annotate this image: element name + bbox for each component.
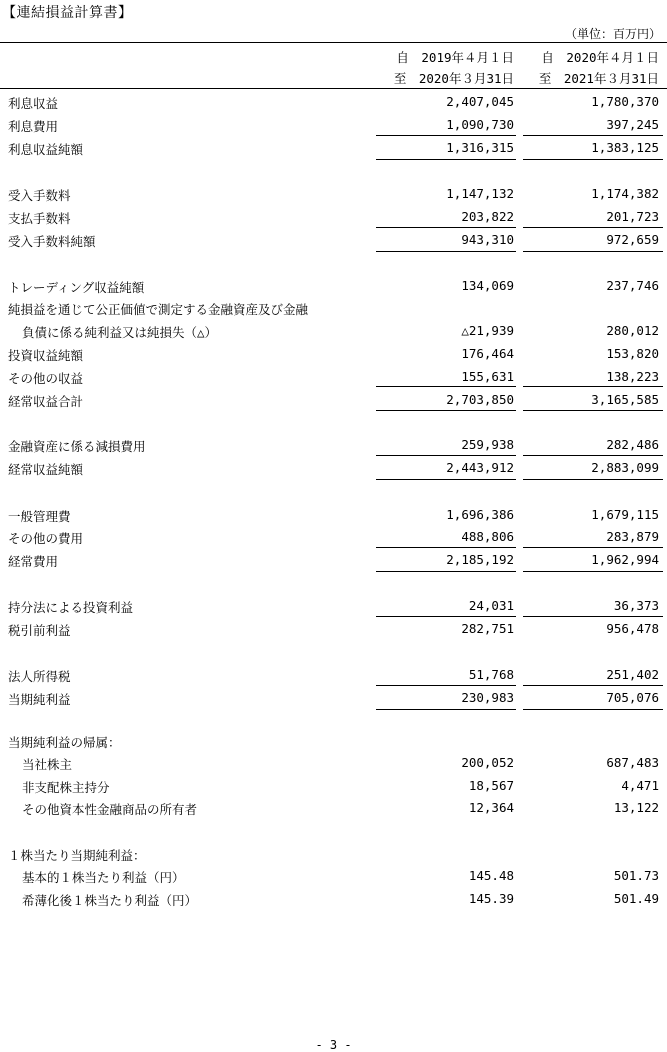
value-fy2020: 3,165,585 — [591, 392, 659, 407]
underline-col2 — [523, 386, 663, 387]
row-label: 経常収益純額 — [8, 462, 84, 477]
underline-col1 — [376, 455, 516, 456]
underline-col2 — [523, 685, 663, 686]
underline-col1 — [376, 479, 516, 480]
row-interest-income — [0, 94, 667, 117]
value-fy2019: 282,751 — [461, 621, 514, 636]
value-fy2020: 2,883,099 — [591, 460, 659, 475]
row-interest-expense — [0, 117, 667, 140]
row-fvtpl-gain-loss — [0, 323, 667, 346]
value-fy2019: 203,822 — [461, 209, 514, 224]
row-label: その他資本性金融商品の所有者 — [22, 802, 198, 817]
value-fy2019: 134,069 — [461, 278, 514, 293]
value-fy2019: 2,703,850 — [446, 392, 514, 407]
value-fy2019: 1,696,386 — [446, 507, 514, 522]
underline-col2 — [523, 547, 663, 548]
row-label: 利息費用 — [8, 119, 59, 134]
row-pretax-income — [0, 621, 667, 644]
value-fy2019: 18,567 — [468, 778, 514, 793]
value-fy2019: 259,938 — [461, 437, 514, 452]
row-label: 利息収益 — [8, 96, 59, 111]
row-label: １株当たり当期純利益： — [8, 848, 146, 863]
value-fy2020: 1,780,370 — [591, 94, 659, 109]
row-label: 投資収益純額 — [8, 348, 84, 363]
row-owners-of-parent — [0, 755, 667, 778]
value-fy2019: 2,443,912 — [446, 460, 514, 475]
row-label: 受入手数料 — [8, 188, 71, 203]
row-net-investment-income — [0, 346, 667, 369]
value-fy2020: 501.73 — [613, 868, 659, 883]
value-fy2019: 24,031 — [468, 598, 514, 613]
underline-col2 — [523, 571, 663, 572]
value-fy2019: 943,310 — [461, 232, 514, 247]
underline-col2 — [523, 227, 663, 228]
row-basic-eps — [0, 868, 667, 891]
row-fvtpl-heading — [0, 300, 667, 323]
value-fy2019: 176,464 — [461, 346, 514, 361]
row-label: 当期純利益 — [8, 692, 71, 707]
value-fy2019: 1,316,315 — [446, 140, 514, 155]
unit-label: （単位：百万円） — [564, 27, 661, 41]
page-number: - 3 - — [315, 1038, 352, 1052]
row-label: 金融資産に係る減損費用 — [8, 439, 146, 454]
row-label: 利息収益純額 — [8, 142, 84, 157]
row-label: その他の収益 — [8, 371, 84, 386]
row-trading-income — [0, 278, 667, 301]
row-diluted-eps — [0, 891, 667, 914]
value-fy2020: 280,012 — [606, 323, 659, 338]
underline-col1 — [376, 709, 516, 710]
row-other-expenses — [0, 529, 667, 552]
value-fy2020: 36,373 — [613, 598, 659, 613]
period-1-to: 至 2020年３月31日 — [393, 71, 514, 86]
value-fy2020: 4,471 — [621, 778, 659, 793]
value-fy2020: 282,486 — [606, 437, 659, 452]
row-other-equity-holders — [0, 800, 667, 823]
value-fy2020: 501.49 — [613, 891, 659, 906]
underline-col2 — [523, 251, 663, 252]
value-fy2020: 397,245 — [606, 117, 659, 132]
underline-col1 — [376, 227, 516, 228]
underline-col2 — [523, 616, 663, 617]
row-sga — [0, 507, 667, 530]
row-label: 基本的１株当たり利益（円） — [22, 870, 185, 885]
underline-col1 — [376, 547, 516, 548]
underline-col1 — [376, 410, 516, 411]
underline-col2 — [523, 709, 663, 710]
underline-col1 — [376, 159, 516, 160]
value-fy2019: 2,407,045 — [446, 94, 514, 109]
value-fy2020: 251,402 — [606, 667, 659, 682]
row-label: 経常収益合計 — [8, 394, 84, 409]
statement-title: 【連結損益計算書】 — [2, 5, 133, 21]
value-fy2020: 13,122 — [613, 800, 659, 815]
row-label: 希薄化後１株当たり利益（円） — [22, 893, 198, 908]
row-label: 非支配株主持分 — [22, 780, 110, 795]
row-impairment — [0, 437, 667, 460]
underline-col1 — [376, 571, 516, 572]
row-attribution-heading — [0, 733, 667, 756]
row-total-revenue — [0, 392, 667, 415]
row-other-income — [0, 369, 667, 392]
value-fy2020: 1,679,115 — [591, 507, 659, 522]
row-label: 法人所得税 — [8, 669, 71, 684]
row-commissions-paid — [0, 209, 667, 232]
row-label: 税引前利益 — [8, 623, 71, 638]
underline-col1 — [376, 616, 516, 617]
header-top-rule — [0, 42, 667, 43]
underline-col1 — [376, 251, 516, 252]
period-2-to: 至 2021年３月31日 — [538, 71, 659, 86]
period-1-from: 自 2019年４月１日 — [396, 50, 514, 65]
header-bottom-rule — [0, 88, 667, 89]
underline-col2 — [523, 479, 663, 480]
value-fy2019: 2,185,192 — [446, 552, 514, 567]
period-2-from: 自 2020年４月１日 — [541, 50, 659, 65]
value-fy2020: 687,483 — [606, 755, 659, 770]
value-fy2020: 237,746 — [606, 278, 659, 293]
value-fy2019: 145.48 — [468, 868, 514, 883]
value-fy2020: 705,076 — [606, 690, 659, 705]
underline-col2 — [523, 410, 663, 411]
value-fy2020: 1,174,382 — [591, 186, 659, 201]
row-income-tax — [0, 667, 667, 690]
value-fy2020: 138,223 — [606, 369, 659, 384]
row-label: 受入手数料純額 — [8, 234, 96, 249]
row-label: トレーディング収益純額 — [8, 280, 145, 295]
value-fy2020: 201,723 — [606, 209, 659, 224]
row-non-controlling — [0, 778, 667, 801]
row-label: 経常費用 — [8, 554, 59, 569]
row-label: 持分法による投資利益 — [8, 600, 134, 615]
underline-col2 — [523, 159, 663, 160]
value-fy2020: 956,478 — [606, 621, 659, 636]
row-commissions-received — [0, 186, 667, 209]
underline-col1 — [376, 386, 516, 387]
value-fy2020: 972,659 — [606, 232, 659, 247]
value-fy2020: 283,879 — [606, 529, 659, 544]
row-label: その他の費用 — [8, 531, 84, 546]
value-fy2019: △21,939 — [461, 323, 514, 338]
value-fy2019: 200,052 — [461, 755, 514, 770]
row-label: 負債に係る純利益又は純損失（△） — [22, 325, 218, 340]
underline-col1 — [376, 685, 516, 686]
row-label: 一般管理費 — [8, 509, 71, 524]
value-fy2019: 230,983 — [461, 690, 514, 705]
value-fy2019: 155,631 — [461, 369, 514, 384]
row-eps-heading — [0, 846, 667, 869]
value-fy2019: 488,806 — [461, 529, 514, 544]
row-equity-method — [0, 598, 667, 621]
value-fy2020: 1,962,994 — [591, 552, 659, 567]
value-fy2019: 12,364 — [468, 800, 514, 815]
row-label: 当期純利益の帰属： — [8, 735, 121, 750]
row-label: 純損益を通じて公正価値で測定する金融資産及び金融 — [8, 302, 309, 317]
value-fy2019: 1,090,730 — [446, 117, 514, 132]
value-fy2020: 153,820 — [606, 346, 659, 361]
value-fy2019: 1,147,132 — [446, 186, 514, 201]
underline-col2 — [523, 135, 663, 136]
value-fy2019: 145.39 — [468, 891, 514, 906]
row-label: 当社株主 — [22, 757, 73, 772]
row-label: 支払手数料 — [8, 211, 71, 226]
value-fy2020: 1,383,125 — [591, 140, 659, 155]
underline-col1 — [376, 135, 516, 136]
value-fy2019: 51,768 — [468, 667, 514, 682]
underline-col2 — [523, 455, 663, 456]
